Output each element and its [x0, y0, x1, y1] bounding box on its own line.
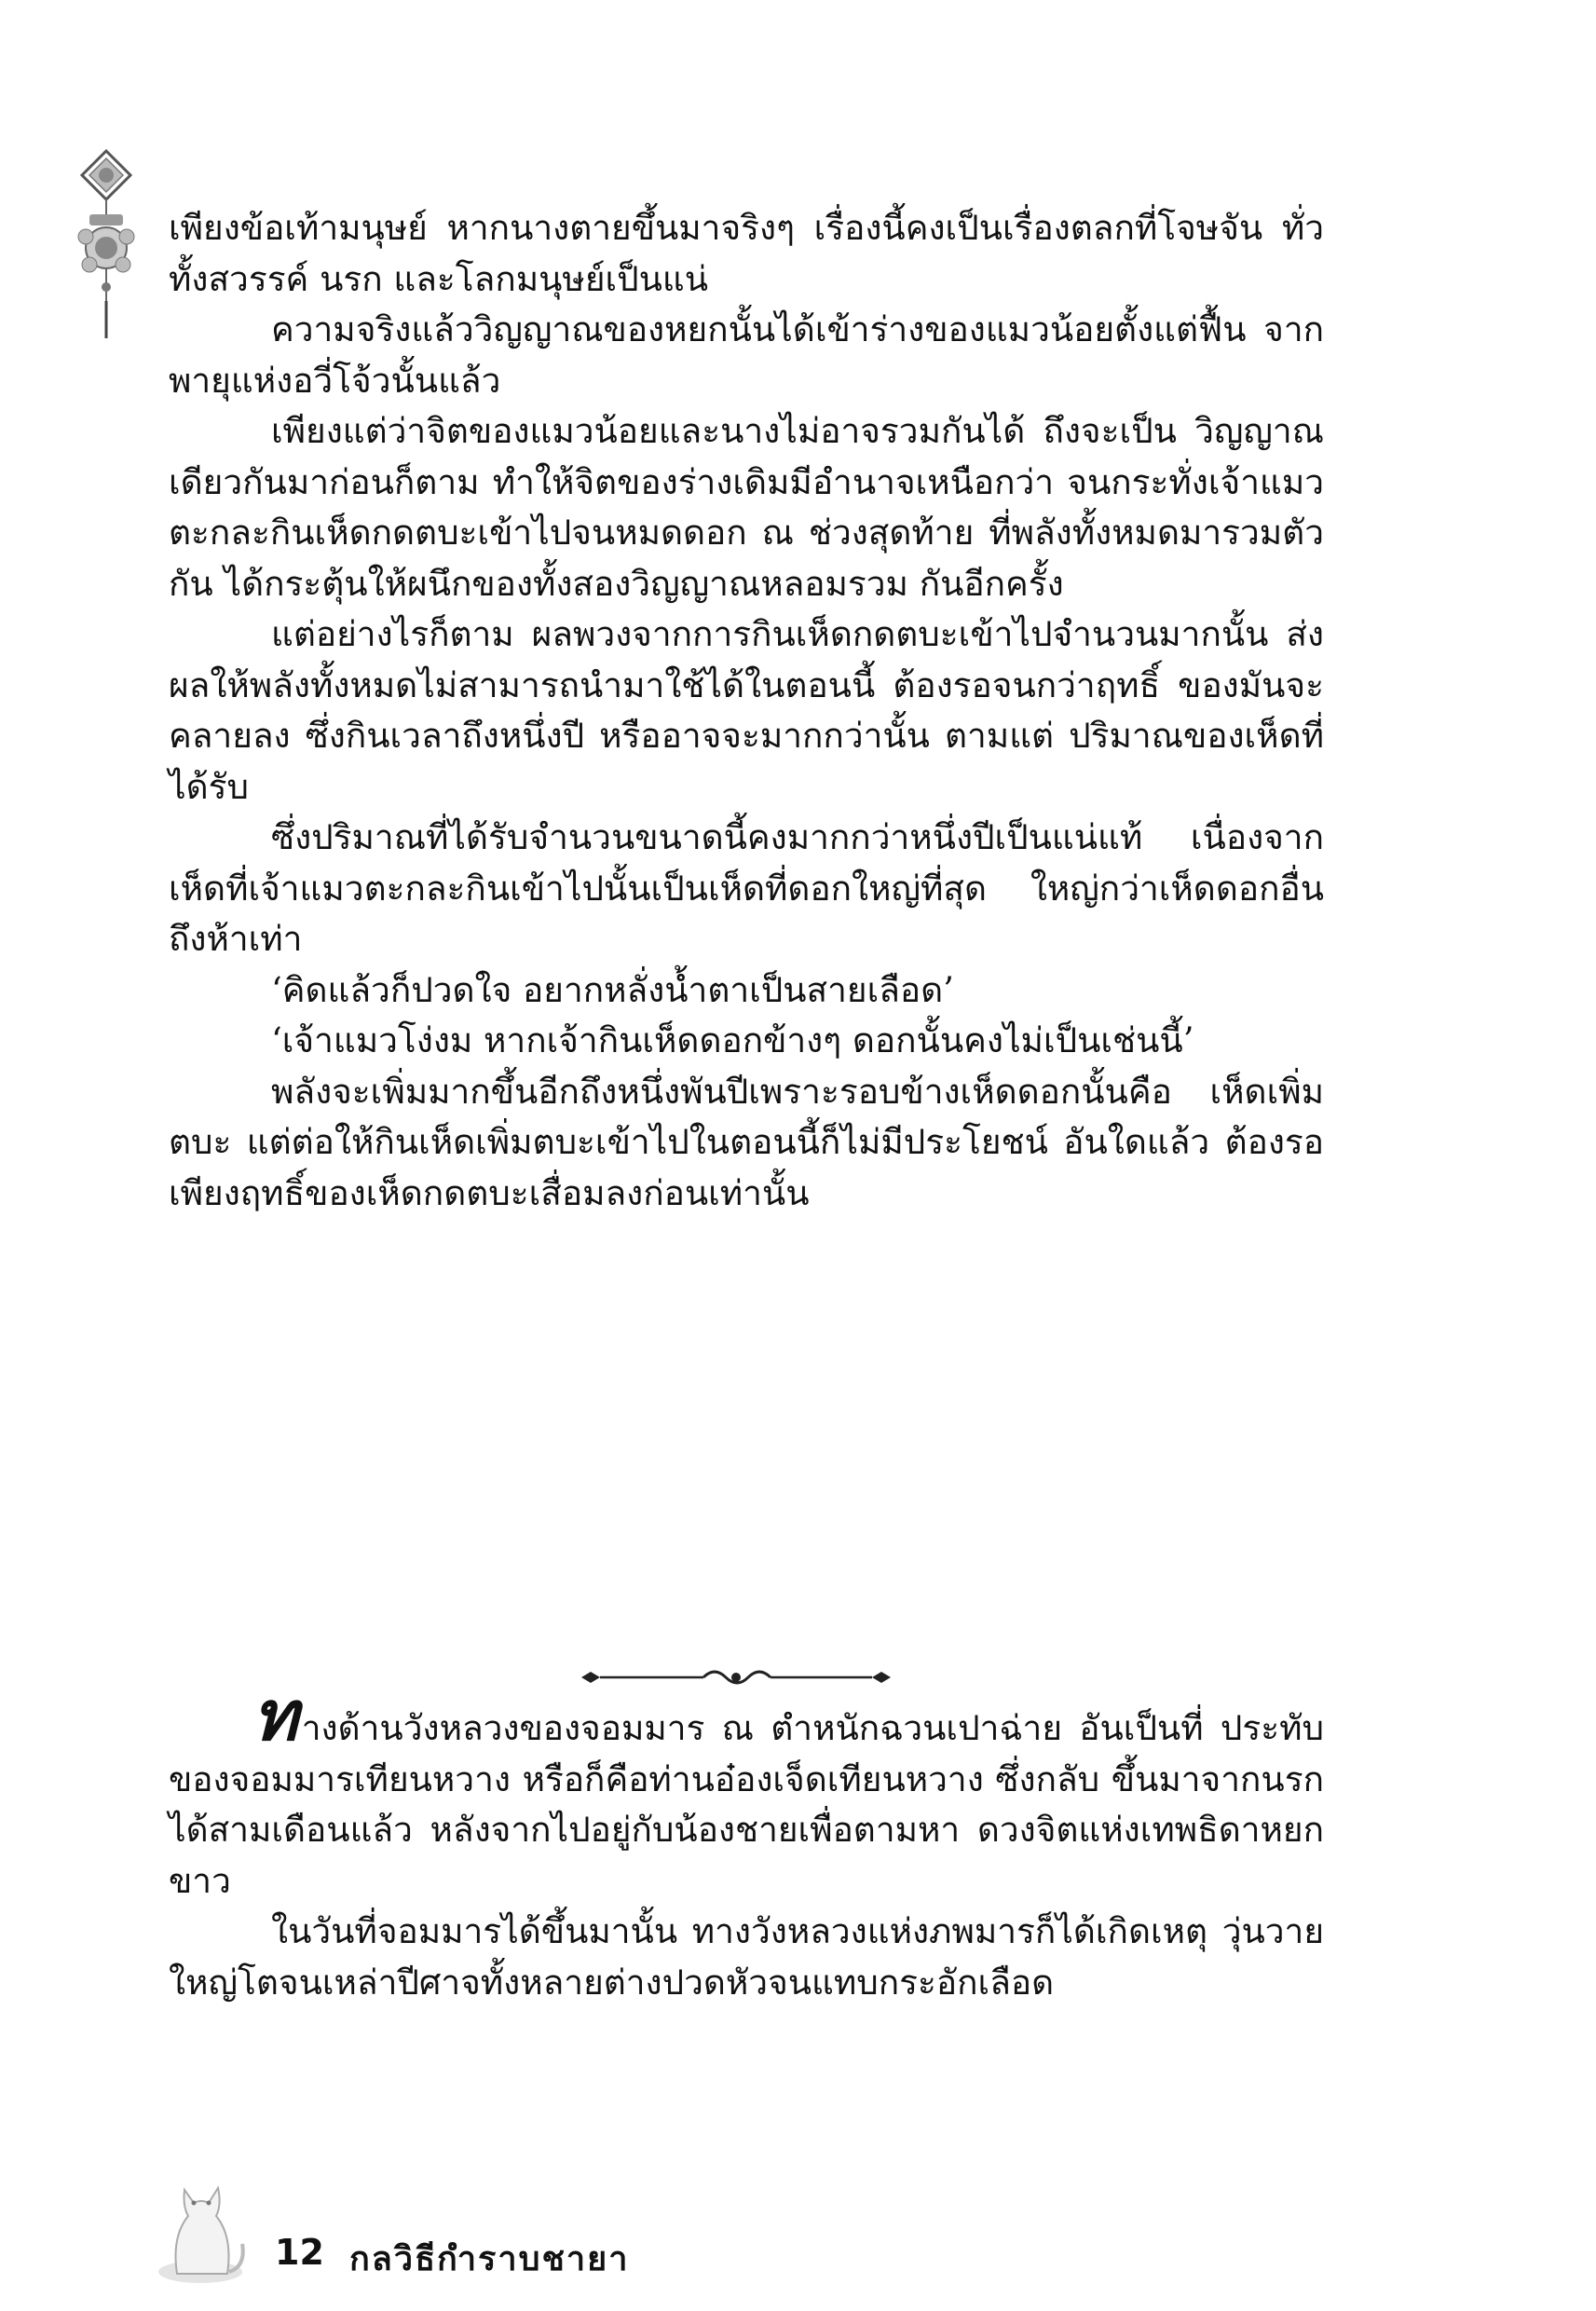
paragraph: [169, 1676, 1324, 1907]
book-title: กลวิธีกำราบชายา: [349, 2240, 630, 2278]
paragraph: แต่อย่างไรก็ตาม ผลพวงจากการกินเห็ดกดตบะเข้าไปจำนวนมากนั้น ส่งผลให้พลังทั้งหมดไม่สามารถนำมาใช้ได้ในตอนนี้ ต้องรอจนกว่าฤทธิ์ ของมันจะคลายลง ซึ่งกินเวลาถึงหนึ่งปี หรืออาจจะมากกว่านั้น ตามแต่ ปริมาณของเห็ดที่ได้รับ: [169, 614, 1324, 807]
drop-cap: ท: [252, 1676, 298, 1757]
paragraph: ‘เจ้าแมวโง่งม หากเจ้ากินเห็ดดอกข้างๆ ดอกนั้นคงไม่เป็นเช่นนี้’: [271, 1020, 1194, 1060]
paragraph: ความจริงแล้ววิญญาณของหยกนั้นได้เข้าร่างของแมวน้อยตั้งแต่ฟื้น จากพายุแห่งอวี่โจ้วนั้นแล้ว: [169, 309, 1324, 401]
paragraph: พลังจะเพิ่มมากขึ้นอีกถึงหนึ่งพันปีเพราะรอบข้างเห็ดดอกนั้นคือ เห็ดเพิ่มตบะ แต่ต่อให้กินเห็ดเพิ่มตบะเข้าไปในตอนนี้ก็ไม่มีประโยชน์ อันใดแล้ว ต้องรอเพียงฤทธิ์ของเห็ดกดตบะเสื่อมลงก่อนเท่านั้น: [169, 1071, 1324, 1213]
paragraph: เพียงแต่ว่าจิตของแมวน้อยและนางไม่อาจรวมกันได้ ถึงจะเป็น วิญญาณเดียวกันมาก่อนก็ตาม ทำให้จิตของร่างเดิมมีอำนาจเหนือกว่า จนกระทั่งเจ้าแมวตะกละกินเห็ดกดตบะเข้าไปจนหมดดอก ณ ช่วงสุดท้าย ที่พลังทั้งหมดมารวมตัวกัน ได้กระตุ้นให้ผนึกของทั้งสองวิญญาณหลอมรวม กันอีกครั้ง: [169, 411, 1324, 604]
ornament-emblem-icon: [69, 147, 143, 343]
cat-icon: [149, 2162, 252, 2288]
paragraph-text: างด้านวังหลวงของจอมมาร ณ ตำหนักฉวนเปาฉ่าย อันเป็นที่ ประทับของจอมมารเทียนหวาง หรือก็คือท่านอ๋องเจ็ดเทียนหวาง ซึ่งกลับ ขึ้นมาจากนรกได้สามเดือนแล้ว หลังจากไปอยู่กับน้องชายเพื่อตามหา ดวงจิตแห่งเทพธิดาหยกขาว: [169, 1708, 1324, 1901]
paragraph: เพียงข้อเท้ามนุษย์ หากนางตายขึ้นมาจริงๆ เรื่องนี้คงเป็นเรื่องตลกที่โจษจัน ทั่วทั้งสวรรค์ นรก และโลกมนุษย์เป็นแน่: [169, 208, 1324, 299]
paragraph: ซึ่งปริมาณที่ได้รับจำนวนขนาดนี้คงมากกว่าหนึ่งปีเป็นแน่แท้ เนื่องจาก เห็ดที่เจ้าแมวตะกละกินเข้าไปนั้นเป็นเห็ดที่ดอกใหญ่ที่สุด ใหญ่กว่าเห็ดดอกอื่น ถึงห้าเท่า: [169, 817, 1324, 959]
page-number: 12: [275, 2232, 324, 2273]
main-text: [169, 203, 1324, 1219]
page-footer: [140, 2213, 699, 2288]
paragraph: ในวันที่จอมมารได้ขึ้นมานั้น ทางวังหลวงแห่งภพมารก็ได้เกิดเหตุ วุ่นวายใหญ่โตจนเหล่าปีศาจทั้งหลายต่างปวดหัวจนแทบกระอักเลือด: [169, 1911, 1324, 2003]
section-divider-icon: [578, 1662, 894, 1692]
paragraph: ‘คิดแล้วก็ปวดใจ อยากหลั่งน้ำตาเป็นสายเลือด’: [271, 969, 954, 1010]
section-two-text: [169, 1676, 1324, 2008]
